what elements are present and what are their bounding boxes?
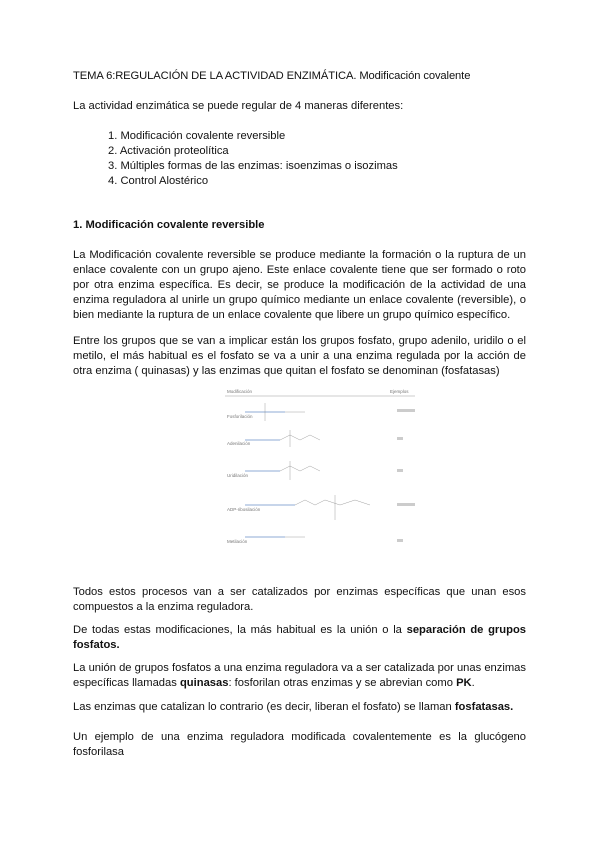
list-item: 4. Control Alostérico [108, 175, 209, 187]
list-item: 2. Activación proteolítica [108, 145, 229, 157]
intro-text: La actividad enzimática se puede regular de 4 maneras diferentes: [73, 100, 404, 112]
paragraph-2: Entre los grupos que se van a implicar están los grupos fosfato, grupo adenilo, uridilo o el metilo, el más habitual es el fosfato se va a unir a una enzima regulada por la acción de otra enzima ( quinasas) y las enzimas que quitan el fosfato se denominan (fosfatasas) [73, 335, 526, 377]
list-item: 3. Múltiples formas de las enzimas: isoenzimas o isozimas [108, 160, 398, 172]
paragraph-5-bold-quinasas: quinasas [179, 677, 229, 689]
paragraph-3: Todos estos procesos van a ser catalizados por enzimas específicas que unan esos compuestos a la enzima reguladora. [73, 586, 526, 613]
paragraph-5-text-end: . [471, 677, 475, 689]
figure-row-label: ADP-ribosilación [227, 507, 261, 512]
paragraph-6-bold: fosfatasas. [454, 701, 514, 713]
paragraph-5 [73, 661, 526, 691]
paragraph-1: La Modificación covalente reversible se produce mediante la formación o la ruptura de un enlace covalente con un grupo ajeno. Este enlace covalente tiene que ser formado o roto por otra enzima específica. Es decir, se produce la modificación de la actividad de una enzima reguladora al unirle un grupo químico mediante un enlace covalente (reversible), o bien mediante la ruptura de un enlace covalente que libere un grupo químico específico. [73, 249, 526, 321]
paragraph-6 [73, 700, 526, 715]
paragraph-4-text: De todas estas modificaciones, la más habitual es la unión o la [73, 624, 407, 636]
figure-header-col1: Modificación [227, 389, 253, 394]
paragraph-4-bold: separación de grupos fosfatos. [73, 624, 527, 651]
figure-header-col3: Ejemplos [390, 389, 409, 394]
figure-row-label: Adenilación [227, 441, 251, 446]
list-item: 1. Modificación covalente reversible [108, 130, 286, 142]
figure-row-label: Fosforilación [227, 414, 253, 419]
covalent-modification-figure [225, 385, 415, 553]
paragraph-5-text-mid: : fosforilan otras enzimas y se abrevian como [228, 677, 457, 689]
figure-row-label: Metilación [227, 539, 248, 544]
paragraph-7: Un ejemplo de una enzima reguladora modificada covalentemente es la glucógeno fosforilasa [73, 731, 526, 758]
paragraph-6-text: Las enzimas que catalizan lo contrario (es decir, liberan el fosfato) se llaman [73, 701, 455, 713]
paragraph-4 [73, 623, 526, 653]
figure-row-label: Uridilación [227, 473, 249, 478]
page-title: TEMA 6:REGULACIÓN DE LA ACTIVIDAD ENZIMÁTICA. Modificación covalente [73, 70, 471, 82]
paragraph-5-text: La unión de grupos fosfatos a una enzima reguladora va a ser catalizada por unas enzimas específicas llamadas [73, 662, 526, 689]
section-heading: 1. Modificación covalente reversible [73, 219, 265, 231]
paragraph-5-bold-pk: PK [456, 677, 472, 689]
